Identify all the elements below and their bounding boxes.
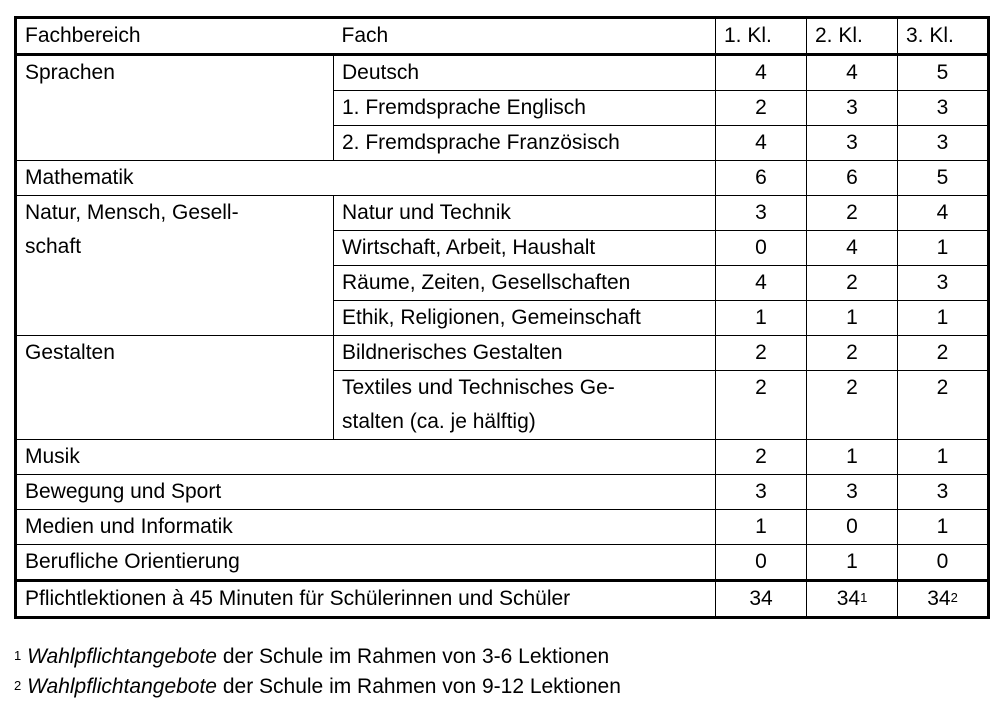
total-k3 (898, 581, 989, 618)
cell-k1: 4 (716, 126, 807, 161)
cell-k2: 4 (807, 231, 898, 266)
fach-empty (334, 161, 716, 196)
bereich-nmg (16, 196, 334, 336)
cell-k3: 1 (898, 510, 989, 545)
fach-empty (334, 545, 716, 581)
cell-k1: 1 (716, 301, 807, 336)
cell-k2: 1 (807, 440, 898, 475)
fach-rzg: Räume, Zeiten, Gesellschaften (334, 266, 716, 301)
fach-erg: Ethik, Religionen, Gemeinschaft (334, 301, 716, 336)
total-k2-value: 34 (836, 587, 861, 610)
header-klasse-1: 1. Kl. (716, 18, 807, 55)
cell-k2: 3 (807, 126, 898, 161)
cell-k1: 3 (716, 475, 807, 510)
bereich-musik: Musik (16, 440, 334, 475)
footnote-mark-1: 1 (860, 590, 868, 605)
bereich-nmg-line2: schaft (25, 235, 82, 258)
lektionentafel-table (14, 16, 990, 619)
fach-bg: Bildnerisches Gestalten (334, 336, 716, 371)
cell-k3: 3 (898, 475, 989, 510)
footnote-2-mark: 2 (14, 678, 22, 693)
cell-k3: 5 (898, 161, 989, 196)
cell-k2: 2 (807, 371, 898, 440)
cell-k2: 2 (807, 266, 898, 301)
cell-k1: 2 (716, 371, 807, 440)
cell-k1: 4 (716, 266, 807, 301)
cell-k2: 2 (807, 196, 898, 231)
table-row (16, 336, 989, 371)
table-row (16, 475, 989, 510)
cell-k1: 0 (716, 545, 807, 581)
fach-franzoesisch: 2. Fremdsprache Französisch (334, 126, 716, 161)
footnote-2-emph: Wahlpflichtangebote (27, 675, 217, 698)
cell-k3: 0 (898, 545, 989, 581)
footnote-2-text: der Schule im Rahmen von 9-12 Lektionen (217, 675, 621, 698)
footnote-1-mark: 1 (14, 648, 22, 663)
cell-k1: 3 (716, 196, 807, 231)
cell-k2: 3 (807, 475, 898, 510)
table-row (16, 196, 989, 231)
cell-k1: 6 (716, 161, 807, 196)
bereich-gestalten: Gestalten (16, 336, 334, 440)
cell-k3: 3 (898, 126, 989, 161)
header-row (16, 18, 989, 55)
cell-k1: 0 (716, 231, 807, 266)
cell-k2: 6 (807, 161, 898, 196)
fach-wah: Wirtschaft, Arbeit, Haushalt (334, 231, 716, 266)
footnotes (14, 642, 621, 702)
fach-englisch: 1. Fremdsprache Englisch (334, 91, 716, 126)
total-k3-value: 34 (927, 587, 951, 610)
cell-k3: 3 (898, 266, 989, 301)
total-label: Pflichtlektionen à 45 Minuten für Schülerinnen und Schüler (16, 581, 716, 618)
header-klasse-2: 2. Kl. (807, 18, 898, 55)
footnote-1-emph: Wahlpflichtangebote (27, 645, 217, 668)
cell-k3: 5 (898, 55, 989, 91)
table-row (16, 161, 989, 196)
footnote-1-text: der Schule im Rahmen von 3-6 Lektionen (217, 645, 610, 668)
fach-ttg-line1: Textiles und Technisches Ge- (342, 376, 615, 399)
fach-ttg (334, 371, 716, 440)
table-row (16, 440, 989, 475)
cell-k3: 1 (898, 440, 989, 475)
cell-k1: 2 (716, 91, 807, 126)
cell-k3: 3 (898, 91, 989, 126)
bereich-sport: Bewegung und Sport (16, 475, 334, 510)
total-k1: 34 (716, 581, 807, 618)
cell-k3: 4 (898, 196, 989, 231)
footnote-2 (14, 672, 621, 702)
table-row (16, 545, 989, 581)
fach-deutsch: Deutsch (334, 55, 716, 91)
cell-k3: 1 (898, 301, 989, 336)
cell-k1: 2 (716, 336, 807, 371)
cell-k1: 4 (716, 55, 807, 91)
fach-empty (334, 475, 716, 510)
cell-k2: 1 (807, 545, 898, 581)
header-fach: Fach (334, 18, 716, 55)
footnote-mark-2: 2 (950, 590, 958, 605)
bereich-mathematik: Mathematik (16, 161, 334, 196)
total-k2 (807, 581, 898, 618)
bereich-sprachen: Sprachen (16, 55, 334, 161)
cell-k1: 2 (716, 440, 807, 475)
cell-k2: 3 (807, 91, 898, 126)
cell-k2: 1 (807, 301, 898, 336)
cell-k2: 2 (807, 336, 898, 371)
footnote-1 (14, 642, 621, 672)
cell-k2: 0 (807, 510, 898, 545)
fach-empty (334, 440, 716, 475)
bereich-medien-informatik: Medien und Informatik (16, 510, 334, 545)
table-row (16, 510, 989, 545)
bereich-nmg-line1: Natur, Mensch, Gesell- (25, 201, 239, 224)
fach-natur-technik: Natur und Technik (334, 196, 716, 231)
cell-k3: 2 (898, 336, 989, 371)
cell-k1: 1 (716, 510, 807, 545)
cell-k3: 2 (898, 371, 989, 440)
cell-k2: 4 (807, 55, 898, 91)
fach-empty (334, 510, 716, 545)
cell-k3: 1 (898, 231, 989, 266)
bereich-berufliche-orientierung: Berufliche Orientierung (16, 545, 334, 581)
fach-ttg-line2: stalten (ca. je hälftig) (342, 410, 536, 433)
table-row (16, 55, 989, 91)
header-fachbereich: Fachbereich (16, 18, 334, 55)
total-row (16, 581, 989, 618)
header-klasse-3: 3. Kl. (898, 18, 989, 55)
